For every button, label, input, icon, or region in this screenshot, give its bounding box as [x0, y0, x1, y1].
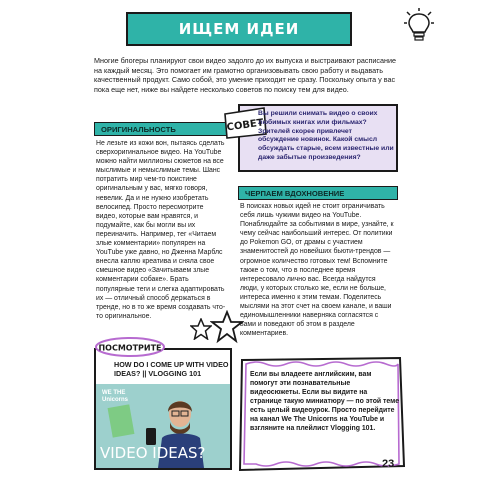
- inspiration-text: В поисках новых идей не стоит ограничивать себя лишь чужими видео на YouTube. Понаблюдайте за событиями в мире, узнайте, к чему сейчас наибольший интерес. От политики до Pokemon GO, от драмы с участием знаменитостей до новейших бьюти-трендов — огромное количество готовых тем! Вспомните также о том, что в последнее время интересовало лично вас. Всегда найдутся люди, у которых столько же, если не больше, интереса именно к этим темам. Поделитесь мыслями на этот счет на своем канале, и ваши единомышленники наверняка согласятся с вами и поведают об этом в разделе комментариев.: [240, 203, 394, 338]
- title-banner: [126, 12, 352, 46]
- tip-text: Вы решили снимать видео о своих любимых книгах или фильмах? Зрителей скорее привлечет обсуждение новинок. Какой смысл обсуждать старые, всем известные или даже забытые произведения?: [258, 110, 394, 161]
- video-thumbnail[interactable]: [96, 384, 230, 468]
- watch-badge: [94, 336, 166, 358]
- page-title: ИЩЕМ ИДЕИ: [178, 20, 300, 38]
- large-star-icon: [210, 310, 244, 344]
- small-star-icon: [190, 318, 212, 340]
- watch-badge-text: ПОСМОТРИТЕ: [98, 343, 162, 353]
- page-number: 23: [382, 458, 395, 470]
- originality-heading-text: ОРИГИНАЛЬНОСТЬ: [101, 125, 176, 134]
- lightbulb-icon: [404, 8, 434, 44]
- inspiration-heading: [238, 186, 398, 200]
- intro-paragraph: Многие блогеры планируют свои видео задолго до их выпуска и выстраивают расписание на каждый месяц. Это помогает им грамотно организовывать свою работу и выдавать качественный продукт. Само собой, это умение приходит не сразу. Поскольку опыта у вас пока еще нет, ниже вы найдете несколько советов по поиску тем для видео.: [94, 56, 396, 94]
- channel-logo: WE THE Unicorns: [102, 390, 129, 403]
- promo-text: Если вы владеете английским, вам помогут эти познавательные видеосюжеты. Если вы видите на странице такую миниатюру — по этой теме есть целый видеоурок. Просто перейдите на канал We The Unicorns на YouTube и взгляните на плейлист Vlogging 101.: [250, 371, 400, 432]
- inspiration-heading-text: ЧЕРПАЕМ ВДОХНОВЕНИЕ: [245, 189, 345, 198]
- tip-badge-text: СОВЕТ: [226, 117, 265, 134]
- video-title: HOW DO I COME UP WITH VIDEO IDEAS? || VLOGGING 101: [114, 360, 229, 378]
- thumbnail-caption: VIDEO IDEAS?: [100, 444, 206, 462]
- originality-text: Не лезьте из кожи вон, пытаясь сделать сверхоригинальное видео. На YouTube можно найти миллионы сюжетов на все мыслимые и немыслимые темы. Шанс потратить мир чем-то поистине оригинальным у вас, мягко говоря, невелик. Да и не нужно изобретать велосипед. Просто пересмотрите видео, которые вам нравятся, и подумайте, как бы могли вы их переиначить. Например, тег «Читаем злые комментарии» популярен на YouTube уже давно, но Дженна Марблс внесла каплю креатива и сняла свое смешное видео «Зачитываем злые комментарии собаке». Брать популярные теги и слегка адаптировать их — отличный способ держаться в тренде, но в то же время создавать что-то оригинальное.: [96, 140, 226, 320]
- originality-heading: [94, 122, 228, 136]
